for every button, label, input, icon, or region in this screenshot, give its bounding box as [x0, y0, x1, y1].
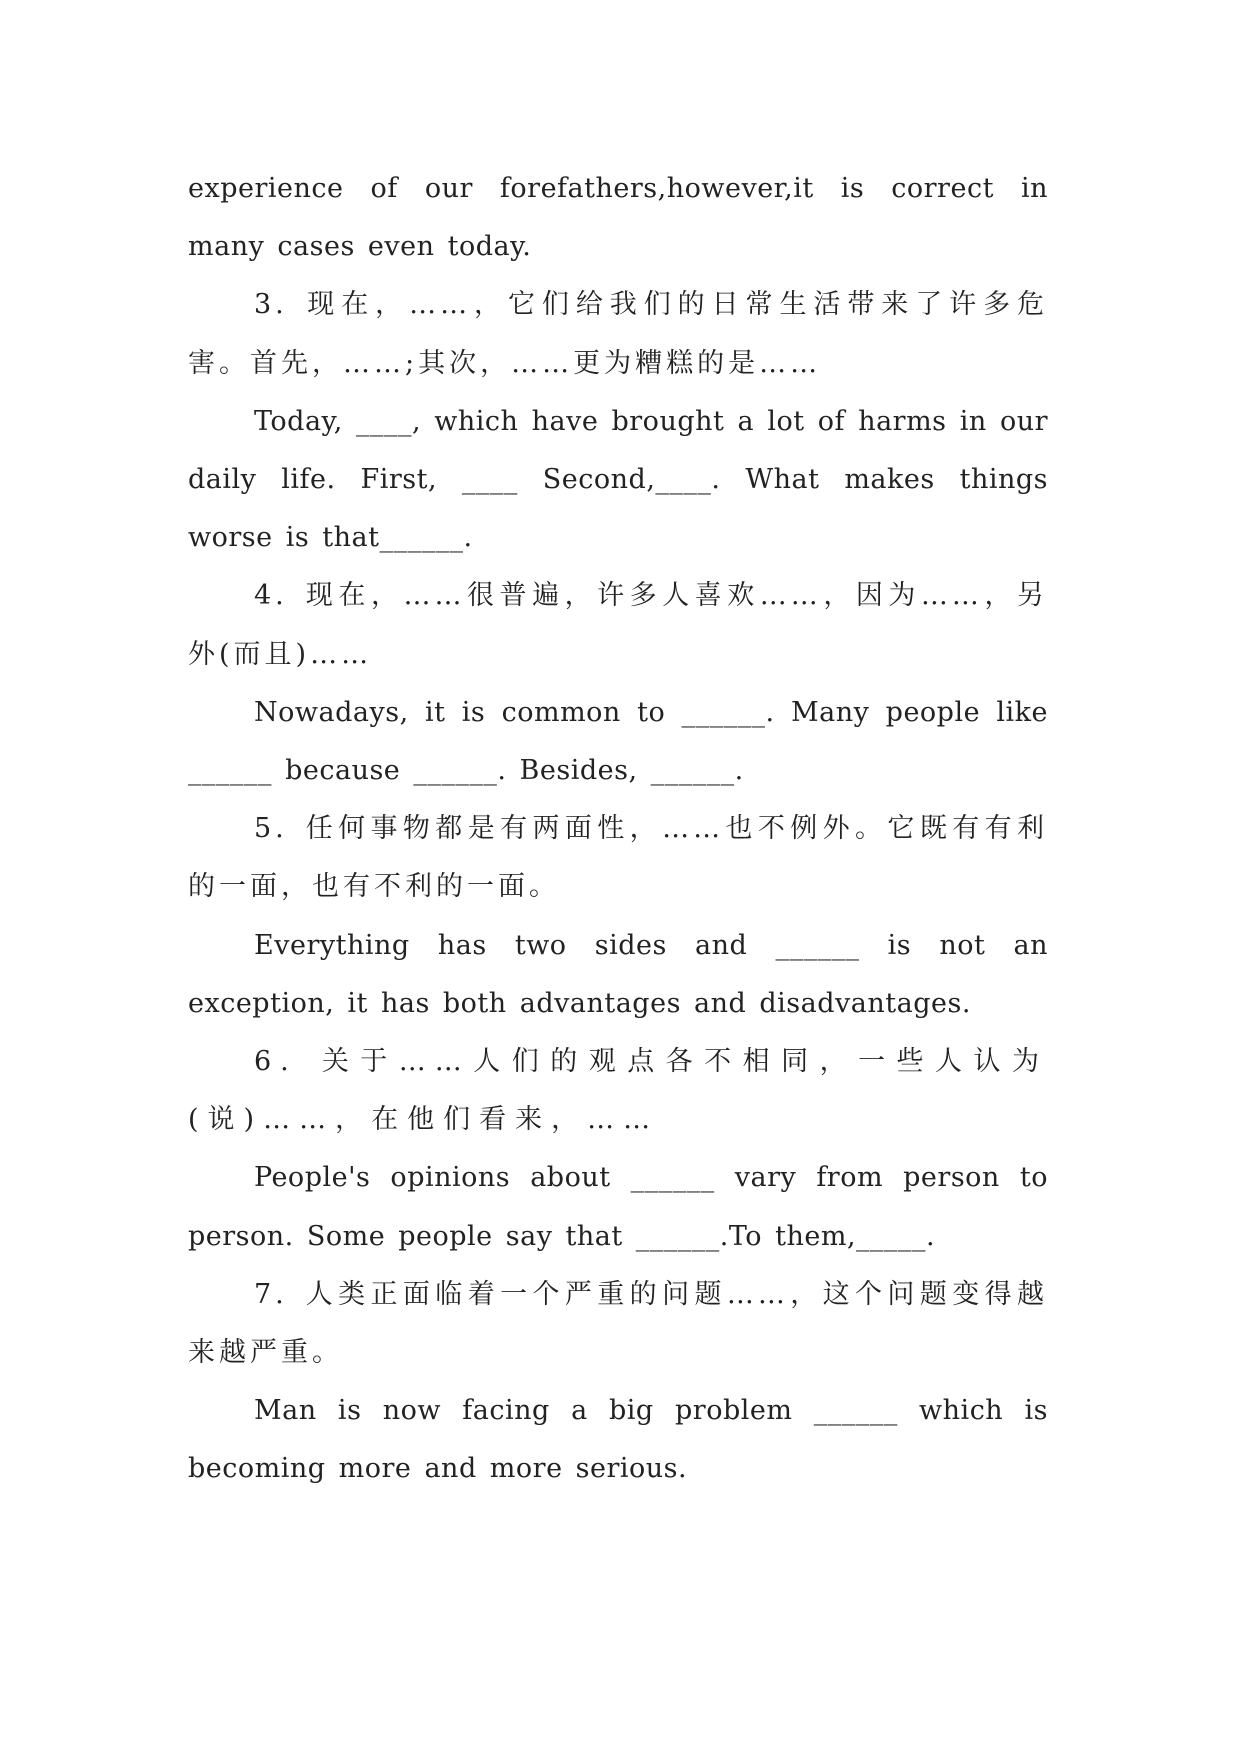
- item-5-english: Everything has two sides and ______ is not an exception, it has both advantages and disadvantages.: [188, 929, 1048, 1019]
- item-4-english: Nowadays, it is common to ______. Many people like ______ because ______. Besides, ______.: [188, 696, 1048, 787]
- item-4-chinese: 4. 现在，……很普遍，许多人喜欢……，因为……，另外(而且)……: [188, 580, 1048, 670]
- item-7-english: Man is now facing a big problem ______ which is becoming more and more serious.: [188, 1395, 1048, 1485]
- paragraph-continuation: experience of our forefathers,however,it is correct in many cases even today.: [188, 173, 1048, 263]
- item-6-english: People's opinions about ______ vary from person to person. Some people say that ______.To them,_____.: [188, 1162, 1048, 1252]
- item-7-chinese: 7. 人类正面临着一个严重的问题……，这个问题变得越来越严重。: [188, 1278, 1048, 1369]
- document-page: [188, 160, 1048, 1499]
- item-3-english: Today, ____, which have brought a lot of harms in our daily life. First, ____ Second,____. What makes things worse is that______.: [188, 405, 1048, 554]
- item-3-chinese: 3. 现在，……，它们给我们的日常生活带来了许多危害。首先，……;其次，……更为糟糕的是……: [188, 289, 1048, 379]
- item-5-chinese: 5. 任何事物都是有两面性，……也不例外。它既有有利的一面，也有不利的一面。: [188, 813, 1048, 903]
- item-6-chinese: 6. 关于……人们的观点各不相同，一些人认为(说)……，在他们看来，……: [188, 1046, 1048, 1136]
